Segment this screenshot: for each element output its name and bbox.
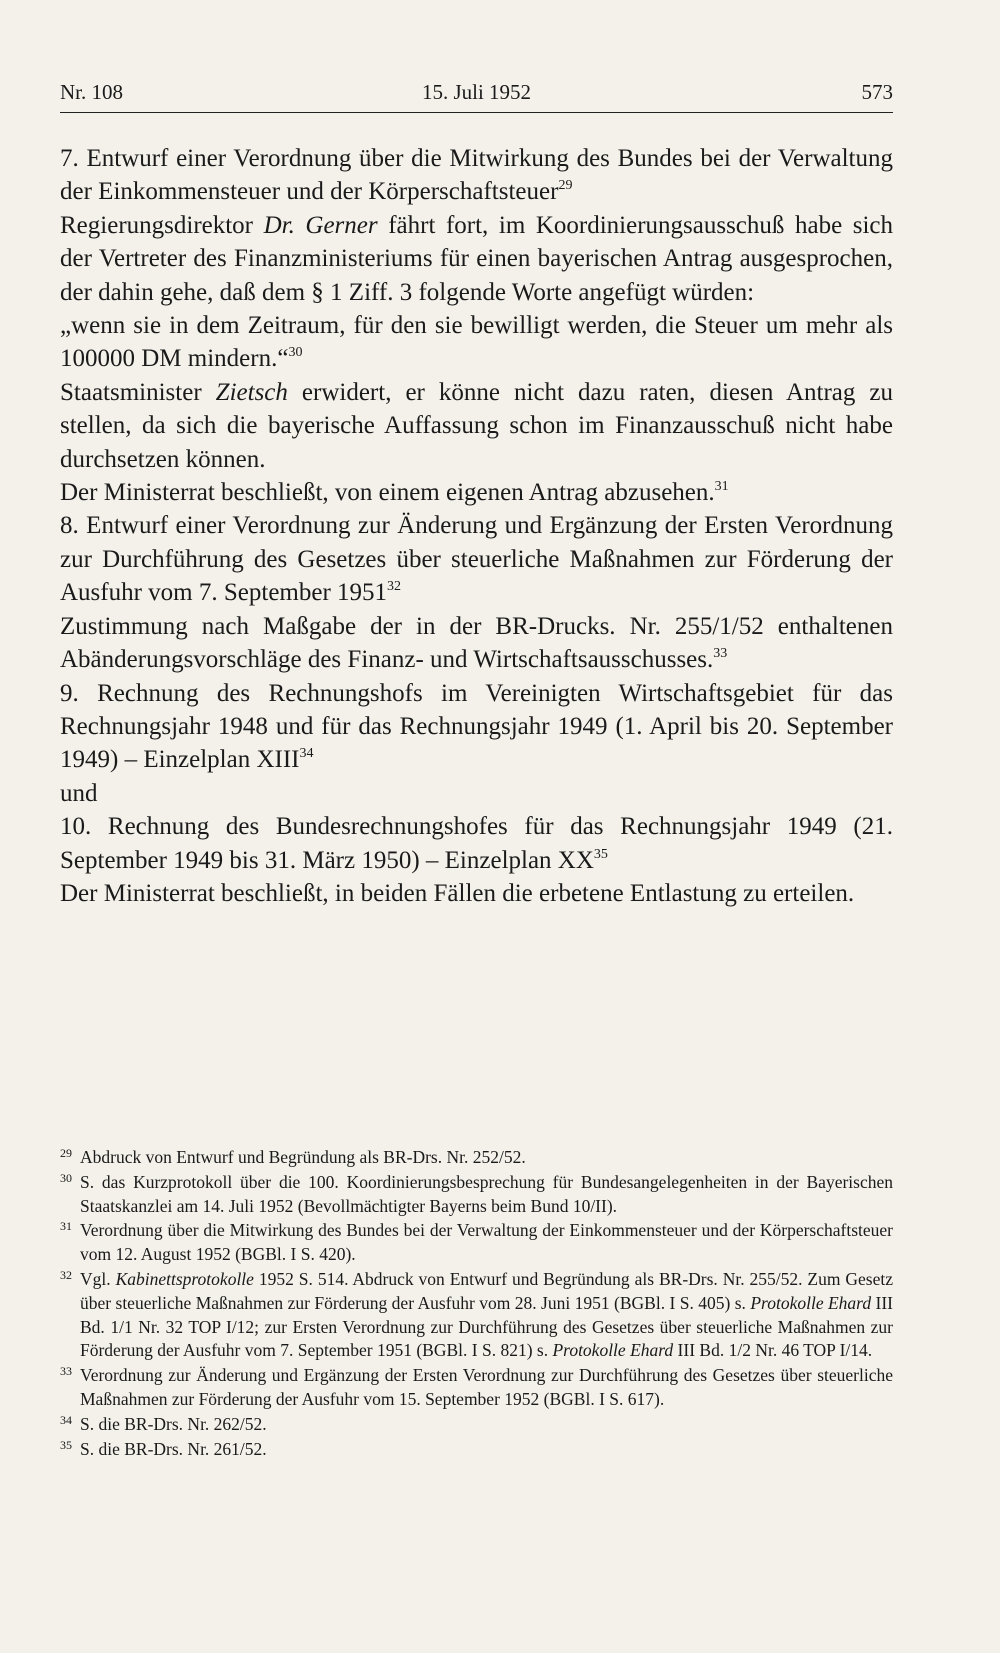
footnote: 29 Abdruck von Entwurf und Begründung als BR-Drs. Nr. 252/52. [60,1146,526,1167]
issue-number: Nr. 108 [60,80,123,104]
footnote-ref[interactable]: 31 [714,479,729,495]
footnote: 34 S. die BR-Drs. Nr. 262/52. [60,1412,267,1434]
footnotes [60,1146,893,1462]
agenda-item-7: 7. Entwurf einer Verordnung über die Mitwirkung des Bundes bei der Verwaltung der Einkommensteuer und der Körperschaftsteuer$^{29}$ [60,145,893,206]
paragraph: Staatsminister Zietsch erwidert, er könne nicht dazu raten, diesen Antrag zu stellen, da sich die bayerische Auffassung schon im Finanzausschuß nicht habe durchsetzen können. [60,378,893,473]
header-date: 15. Juli 1952 [421,80,532,104]
footnote: 30 S. das Kurzprotokoll über die 100. Koordinierungsbesprechung für Bundesangelegenheiten in der Bayerischen Staatskanzlei am 14. Juli 1952 (Bevollmächtigter Bayerns beim Bund 10/II). [60,1170,893,1216]
agenda-item-8: 8. Entwurf einer Verordnung zur Änderung und Ergänzung der Ersten Verordnung zur Durchführung des Gesetzes über steuerliche Maßnahmen zur Förderung der Ausfuhr vom 7. September 1951$^{32}$ [60,512,893,607]
person-name: Dr. Gerner [263,211,378,239]
resolution: Der Ministerrat beschließt, in beiden Fällen die erbetene Entlastung zu erteilen. [60,879,855,907]
footnote: 32 Vgl. Kabinettsprotokolle 1952 S. 514. Abdruck von Entwurf und Begründung als BR-Drs. Nr. 255/52. Zum Gesetz über steuerliche Maßnahmen zur Förderung der Ausfuhr vom 28. Juni 1951 (BGBl. I S. 405) s. Protokolle Ehard III Bd. 1/1 Nr. 32 TOP I/12; zur Ersten Verordnung zur Durchführung des Gesetzes über steuerliche Maßnahmen zur Förderung der Ausfuhr vom 7. September 1951 (BGBl. I S. 821) s. Protokolle Ehard III Bd. 1/2 Nr. 46 TOP I/14. [60,1267,894,1361]
footnote-ref[interactable]: 34 [299,746,314,762]
footnote-ref[interactable]: 29 [558,178,573,194]
footnote-ref[interactable]: 30 [288,345,303,361]
agenda-item-10: 10. Rechnung des Bundesrechnungshofes für das Rechnungsjahr 1949 (21. September 1949 bis 31. März 1950) – Einzelplan XX$^{35}$ [60,813,893,874]
resolution: Der Ministerrat beschließt, von einem eigenen Antrag abzusehen.$^{31}$ [60,479,729,507]
footnote: 31 Verordnung über die Mitwirkung des Bundes bei der Verwaltung der Einkommensteuer und der Körperschaftsteuer vom 12. August 1952 (BGBl. I S. 420). [60,1219,893,1265]
footnote-ref[interactable]: 35 [593,846,608,862]
quote: „wenn sie in dem Zeitraum, für den sie bewilligt werden, die Steuer um mehr als 100000 DM mindern.“$^{30}$ [60,312,893,373]
page-header [60,78,893,113]
footnote: 33 Verordnung zur Änderung und Ergänzung der Ersten Verordnung zur Durchführung des Gesetzes über steuerliche Maßnahmen zur Förderung der Ausfuhr vom 15. September 1952 (BGBl. I S. 617). [60,1364,893,1409]
paragraph: Zustimmung nach Maßgabe der in der BR-Drucks. Nr. 255/1/52 enthaltenen Abänderungsvorschläge des Finanz- und Wirtschaftsausschusses.$^{33}$ [60,612,893,674]
footnote-ref[interactable]: 33 [713,646,728,662]
person-name: Zietsch [215,378,288,406]
connector: und [60,779,98,807]
footnote: 35 S. die BR-Drs. Nr. 261/52. [60,1437,267,1459]
paragraph: Regierungsdirektor Dr. Gerner fährt fort, im Koordinierungsausschuß habe sich der Vertreter des Finanzministeriums für einen bayerischen Antrag ausgesprochen, der dahin gehe, daß dem § 1 Ziff. 3 folgende Worte angefügt würden: [60,211,894,306]
main-text [60,142,893,910]
agenda-item-9: 9. Rechnung des Rechnungshofs im Vereinigten Wirtschaftsgebiet für das Rechnungsjahr 1948 und für das Rechnungsjahr 1949 (1. April bis 20. September 1949) – Einzelplan XIII$^{34}$ [60,679,893,774]
page-number: 573 [861,80,893,104]
footnote-ref[interactable]: 32 [387,579,402,595]
